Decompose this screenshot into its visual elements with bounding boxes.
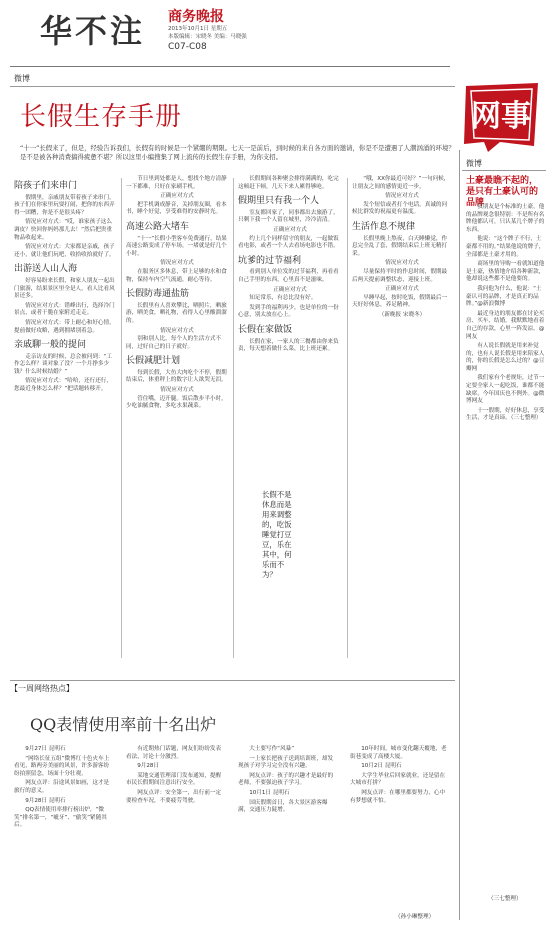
lower-column-2 xyxy=(126,746,226,807)
section-label: 微博 xyxy=(14,74,30,83)
paragraph: 有近期热门话题，网友们纷纷发表看法，讨论十分激烈。 xyxy=(126,746,222,760)
article-column-1 xyxy=(14,176,116,396)
paragraph: “十一”长假小型客车免费通行，结果高速公路变成了停车场，一堵就是好几个小时。 xyxy=(126,235,227,257)
newspaper-brand: 商务晚报 xyxy=(168,9,224,25)
paragraph: 长假期间各种聚会排得满满的，吃完这顿赶下顿，几天下来人累得够呛。 xyxy=(238,176,339,190)
tip-label: 正确应对方式 xyxy=(385,286,419,293)
lower-column-4 xyxy=(350,746,450,807)
sidebar-label: 微博 xyxy=(466,159,482,168)
paragraph: 在服务区多休息，带上足够的水和食物，保持车内空气流通，耐心等待。 xyxy=(126,268,227,283)
paragraph: 我问他为什么，他说：“土豪认可的品牌，才是真正的品牌。”@新浪微博 xyxy=(466,285,542,308)
pull-quote: 长假不是休息而是用来调整的，吃饭睡觉打豆豆，乐在其中，何乐而不为？ xyxy=(262,490,292,579)
paragraph: 情况应对方式：带上耐心和好心情，提前做好攻略，遇到拥堵别着急。 xyxy=(14,319,115,334)
paragraph: 别和别人比，每个人的生活方式不同，过好自己的日子就好。 xyxy=(126,336,222,350)
paragraph: 长假在家，一家人的三餐都由你来负责，每天想着做什么菜，比上班还累。 xyxy=(238,338,339,353)
masthead-title: 华不注 xyxy=(40,12,146,50)
paragraph: 约上几个同样留守的朋友，一起做饭看电影，或者一个人去看场电影也不错。 xyxy=(238,235,339,250)
lower-section-label: 【一周网络热点】 xyxy=(10,684,74,693)
paragraph: 9月28日 昆明石 xyxy=(25,797,66,804)
article-column-2 xyxy=(126,176,228,413)
paragraph: 长假里晚上熬夜，白天睡懒觉，作息完全乱了套，假期结束后上班无精打采。 xyxy=(352,235,448,257)
subheading: 亲戚聊一般的提问 xyxy=(14,340,87,351)
tip-label: 正确应对方式 xyxy=(273,226,307,233)
subheading: 高速公路大堵车 xyxy=(126,221,190,232)
paragraph: 发个短信或者打个电话，真诚的问候比群发的祝福更有温度。 xyxy=(352,201,448,216)
paragraph: 看到别人单位发的过节福利，再看看自己手里的东西，心里真不是滋味。 xyxy=(238,269,339,283)
paragraph: 大学生毕业后回家就业，还是留在大城市打拼？ xyxy=(350,772,446,787)
subheading: 长假减肥计划 xyxy=(126,356,181,367)
tip-label: 情况应对方式 xyxy=(160,260,194,267)
paragraph: 国庆假期首日，各大景区游客爆满，交通压力陡增。 xyxy=(238,799,328,814)
paragraph: 室友都回家了，同事都出去旅游了，只剩下我一个人留在城里，冷冷清清。 xyxy=(238,209,339,224)
paragraph: 网友点评：安全第一，出行前一定要检查车况，不要疲劳驾驶。 xyxy=(126,789,222,804)
paragraph: 最近身边的朋友都在讨论买房、买车、结婚，我默默地看着自己的存款，心里一阵发凉。@网友 xyxy=(466,310,545,340)
tip-label: 情况应对方式 xyxy=(385,193,419,200)
paragraph: 十一假期，好好休息，享受生活，才是真谛。（三七整理） xyxy=(466,407,545,422)
subheading: 坑爹的过节福利 xyxy=(238,255,302,266)
issue-date: 2013年10月1日 星期五 xyxy=(168,26,228,32)
tip-label: 情况应对方式 xyxy=(385,260,419,267)
paragraph: 一上家长把孩子送到培训班，却发现孩子对学习完全没有兴趣。 xyxy=(238,755,334,770)
paragraph: 10月1日 昆明石 xyxy=(249,789,290,796)
subheading: 生活作息不规律 xyxy=(352,221,416,232)
subheading: 假期里只有我一个人 xyxy=(238,196,320,207)
page-numbers: C07-C08 xyxy=(168,42,207,52)
paragraph: 我朋友是个标准的土豪，他的品牌观念很特别：不是所有名牌他都认可，只认某几个牌子的东西。 xyxy=(466,204,545,233)
lede-paragraph: “十一”长假来了，但是，经验告诉我们，长假有的时候是一个紧绷的期限。七天一是前后，到时候的来自各方面的邀请，你是不是遭遇了人潮汹涌的环境？是不是被各种消费搞得疲惫不堪？所以这里小编搜集了网上流传的长假生存手册，为你支招。 xyxy=(20,144,455,161)
paragraph: 10年时间，城市变化翻天覆地，老街巷变成了高楼大厦。 xyxy=(350,746,447,760)
paragraph: 网友点评：在哪里都要努力，心中有梦想就不怕。 xyxy=(350,789,446,804)
paragraph: 大士要写作“风暴” xyxy=(249,746,295,752)
paragraph: 管住嘴，迈开腿。饭后散步半小时，少吃油腻食物，多吃水果蔬菜。 xyxy=(126,395,227,410)
tip-label: 情况应对方式 xyxy=(160,327,194,334)
paragraph: 情况应对方式：“哈哈，还行还行，您最近身体怎么样？”把话题转移开。 xyxy=(14,378,112,393)
column-divider xyxy=(347,178,348,658)
paragraph: 有人说长假就是用来补觉的，也有人说长假是用来陪家人的，你的长假是怎么过的？@豆瓣网 xyxy=(466,343,545,372)
lower-column-1 xyxy=(14,746,114,832)
paragraph: 情况应对方式：“哎，谁家孩子这么调皮？快回你妈妈那儿去！”然后把贵重物品收起来。 xyxy=(14,219,112,241)
lower-credit: （孙小琳整理） xyxy=(395,914,435,920)
paragraph: 网友点评：沿途风景如画，这才是旅行的意义。 xyxy=(14,780,110,794)
lower-rule xyxy=(10,680,455,681)
tip-label: 情况应对方式 xyxy=(160,387,194,394)
paragraph: 商场里的导购一看就知道他是土豪，热情地介绍各种新款，他却说这些都不是他要的。 xyxy=(466,261,545,283)
paragraph: 情况应对方式：大家都是亲戚，孩子还小，就让他们玩吧，收拾收拾就好了。 xyxy=(14,244,115,258)
paragraph: QQ表情使用率排行榜出炉，“微笑”排名第一，“呲牙”、“偷笑”紧随其后。 xyxy=(14,807,107,829)
sidebar-title: 土豪最瞧不起的，是只有土豪认可的品牌 xyxy=(466,176,539,208)
paragraph: 发到手的福利再少，也是单位的一份心意，别太放在心上。 xyxy=(238,304,339,319)
lower-headline: QQ表情使用率前十名出炉 xyxy=(30,715,217,734)
column-divider xyxy=(121,178,122,658)
paragraph: 每到长假，大鱼大肉吃个不停，假期结束后，体重秤上的数字让人欲哭无泪。 xyxy=(126,369,227,384)
section-rule xyxy=(10,86,455,87)
paragraph: 10月2日 昆明石 xyxy=(361,763,402,770)
paragraph: 把手机调成静音，关掉朋友圈，看本书，睡个好觉，享受难得的安静时光。 xyxy=(126,201,227,216)
stamp-logo xyxy=(460,80,542,154)
paragraph: “哦，XX你最近可好？”一句问候，让朋友之间的感情更近一步。 xyxy=(352,176,450,190)
headline: 长假生存手册 xyxy=(20,102,183,132)
paragraph: 9月27日 昆明石 xyxy=(25,746,66,752)
sidebar-divider xyxy=(459,150,460,920)
paragraph: 节日里到处都是人，想找个地方清静一下都难，只好在家刷手机。 xyxy=(126,176,227,190)
paragraph: 知足常乐，有总比没有好。 xyxy=(249,295,317,302)
tip-label: 正确应对方式 xyxy=(273,286,307,293)
paragraph: 好容易盼来长假，和家人朋友一起出门旅游，结果景区里全是人，看人比看风景还多。 xyxy=(14,277,115,300)
paragraph: 早睡早起，按时吃饭，假期最后一天好好休息，养足精神。 xyxy=(352,294,448,309)
subheading: 长假在家做饭 xyxy=(238,324,293,335)
sidebar-credit: （三七整理） xyxy=(488,896,522,902)
paragraph: 某地交通管理部门发布通知，提醒市民长假期间注意出行安全。 xyxy=(126,772,222,787)
paragraph: 9月28日 xyxy=(137,763,160,770)
tip-label: 正确应对方式 xyxy=(160,193,194,200)
article-column-3 xyxy=(238,176,342,356)
subheading: 陪孩子们来串门 xyxy=(14,181,78,191)
paragraph: 情况应对方式：错峰出行，选择冷门景点，或者干脆在家附近走走。 xyxy=(14,302,115,317)
paragraph: 我们家有个老规矩，过节一定要全家人一起吃饭，谁都不能缺席。今年国庆也不例外。@微博网友 xyxy=(466,375,545,405)
paragraph: 假期里，亲戚朋友带着孩子来串门，孩子们在你家里玩耍打闹，把你的东西弄得一团糟，你是不是很头疼？ xyxy=(14,194,115,216)
paragraph: “网络长征五组”微博红十色火车上看见，路两旁美丽的风景，许多游客纷纷拍照留念，场面十分壮观。 xyxy=(14,755,110,777)
subheading: 长假防毒通盐筋 xyxy=(126,289,190,300)
lower-column-3 xyxy=(238,746,338,817)
subheading: 出游送人山人海 xyxy=(14,264,78,275)
column-divider xyxy=(233,178,234,658)
paragraph: 他说：“这个牌子不行，土豪都不用的。”结果他说的牌子，全部都是土豪才用的。 xyxy=(466,236,545,258)
article-column-4 xyxy=(352,176,452,321)
sidebar-rule xyxy=(462,170,546,171)
credit: （新晚报 宋晓冬） xyxy=(378,311,426,318)
paragraph: 尽量保持平时的作息时间，假期最后两天提前调整状态，迎接上班。 xyxy=(352,268,448,283)
paragraph: 走亲访友的时候，总会被问到：“工作怎么样？谈对象了没？一个月挣多少钱？什么时候结婚？” xyxy=(14,353,112,375)
paragraph: 网友点评：孩子的兴趣才是最好的老师，不要强迫孩子学习。 xyxy=(238,772,334,787)
editor-credits: 本版编辑：宋晓冬 美编：马晓强 xyxy=(168,34,247,40)
stamp-text: 网事 xyxy=(471,99,531,134)
sidebar-text xyxy=(466,204,546,425)
masthead-rule xyxy=(10,66,450,67)
paragraph: 长假里有人喜欢攀比，晒照片，晒旅游，晒美食，晒礼物，看得人心里酸溜溜的。 xyxy=(126,302,227,324)
